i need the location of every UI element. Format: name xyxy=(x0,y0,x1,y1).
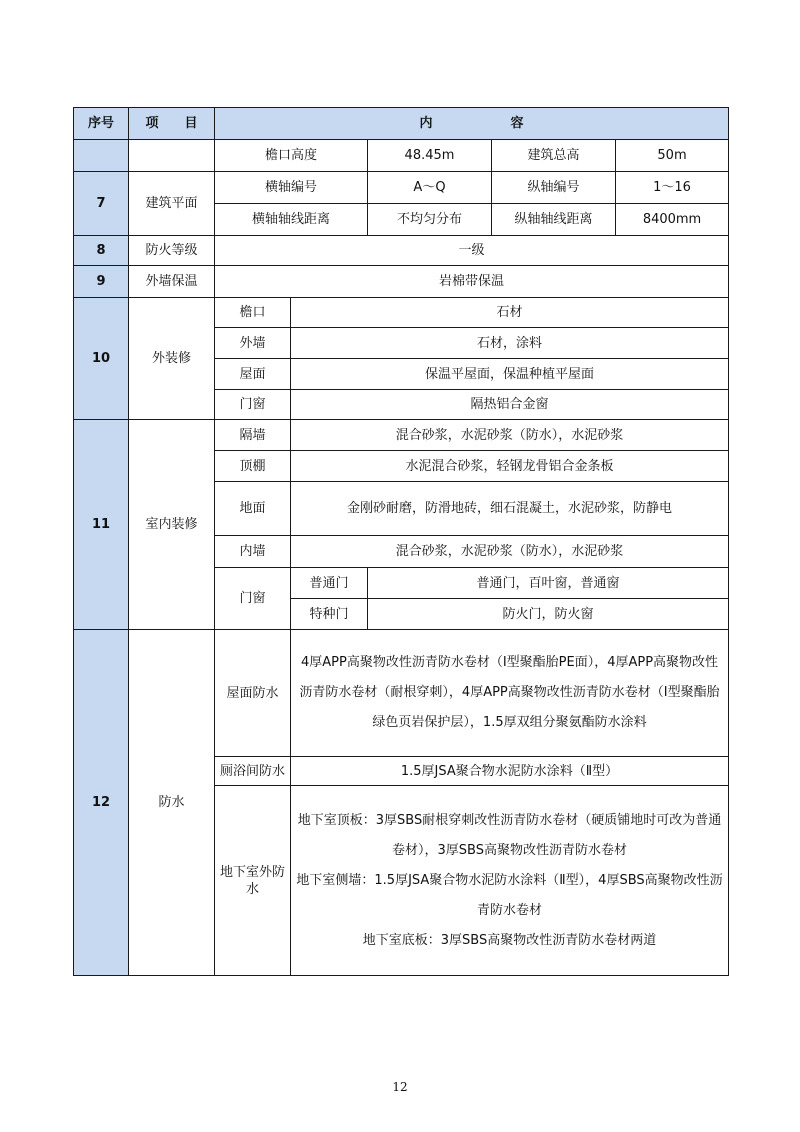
table-row xyxy=(74,140,729,172)
cell-value: 48.45m xyxy=(368,140,492,172)
header-item: 项 目 xyxy=(129,108,215,140)
basement-roof-text: 地下室顶板：3厚SBS耐根穿刺改性沥青防水卷材（硬质铺地时可改为普通卷材），3厚SBS高聚物改性沥青防水卷材 xyxy=(297,812,722,858)
page-number: 12 xyxy=(392,1080,408,1094)
cell-value: 1～16 xyxy=(616,172,729,204)
cell-label: 地下室外防水 xyxy=(215,786,291,976)
cell-value: 普通门，百叶窗，普通窗 xyxy=(368,568,729,599)
item-cell: 外装修 xyxy=(129,298,215,420)
cell-label: 门窗 xyxy=(215,568,291,630)
cell-value: 1.5厚JSA聚合物水泥防水涂料（Ⅱ型） xyxy=(291,757,729,786)
cell-value: 50m xyxy=(616,140,729,172)
table-row xyxy=(74,236,729,266)
item-cell-empty xyxy=(129,140,215,172)
seq-cell-empty xyxy=(74,140,129,172)
cell-value: A～Q xyxy=(368,172,492,204)
cell-label: 内墙 xyxy=(215,536,291,568)
cell-value: 岩棉带保温 xyxy=(215,266,729,298)
table-row xyxy=(74,266,729,298)
cell-value: 石材，涂料 xyxy=(291,328,729,359)
table-header-row xyxy=(74,108,729,140)
table-row xyxy=(74,630,729,757)
cell-value: 一级 xyxy=(215,236,729,266)
cell-value: 8400mm xyxy=(616,204,729,236)
item-cell: 防火等级 xyxy=(129,236,215,266)
cell-label: 门窗 xyxy=(215,390,291,420)
cell-label: 纵轴编号 xyxy=(492,172,616,204)
seq-cell: 10 xyxy=(74,298,129,420)
seq-cell: 8 xyxy=(74,236,129,266)
cell-label: 顶棚 xyxy=(215,451,291,482)
header-seq: 序号 xyxy=(74,108,129,140)
cell-value: 不均匀分布 xyxy=(368,204,492,236)
cell-label: 横轴编号 xyxy=(215,172,368,204)
cell-value xyxy=(291,786,729,976)
cell-value: 混合砂浆，水泥砂浆（防水），水泥砂浆 xyxy=(291,536,729,568)
header-content: 内 容 xyxy=(215,108,729,140)
cell-value: 保温平屋面，保温种植平屋面 xyxy=(291,359,729,390)
cell-label: 屋面防水 xyxy=(215,630,291,757)
seq-cell: 7 xyxy=(74,172,129,236)
seq-cell: 12 xyxy=(74,630,129,976)
seq-cell: 11 xyxy=(74,420,129,630)
cell-label: 地面 xyxy=(215,482,291,536)
cell-value: 石材 xyxy=(291,298,729,328)
cell-value: 水泥混合砂浆，轻钢龙骨铝合金条板 xyxy=(291,451,729,482)
table-row xyxy=(74,298,729,328)
cell-value: 混合砂浆，水泥砂浆（防水），水泥砂浆 xyxy=(291,420,729,451)
cell-type: 特种门 xyxy=(291,599,368,630)
cell-value: 防火门，防火窗 xyxy=(368,599,729,630)
cell-value: 金刚砂耐磨，防滑地砖，细石混凝土，水泥砂浆，防静电 xyxy=(291,482,729,536)
cell-label: 外墙 xyxy=(215,328,291,359)
table-row xyxy=(74,172,729,204)
seq-cell: 9 xyxy=(74,266,129,298)
cell-label: 建筑总高 xyxy=(492,140,616,172)
item-cell: 室内装修 xyxy=(129,420,215,630)
cell-label: 厕浴间防水 xyxy=(215,757,291,786)
cell-value: 隔热铝合金窗 xyxy=(291,390,729,420)
item-cell: 建筑平面 xyxy=(129,172,215,236)
cell-label: 檐口 xyxy=(215,298,291,328)
item-cell: 防水 xyxy=(129,630,215,976)
cell-label: 横轴轴线距离 xyxy=(215,204,368,236)
cell-label: 纵轴轴线距离 xyxy=(492,204,616,236)
building-spec-table xyxy=(73,107,729,976)
basement-wall-text: 地下室侧墙：1.5厚JSA聚合物水泥防水涂料（Ⅱ型），4厚SBS高聚物改性沥青防水卷材 xyxy=(296,872,723,918)
cell-label: 隔墙 xyxy=(215,420,291,451)
basement-floor-text: 地下室底板：3厚SBS高聚物改性沥青防水卷材两道 xyxy=(362,932,657,948)
cell-label: 檐口高度 xyxy=(215,140,368,172)
cell-value: 4厚APP高聚物改性沥青防水卷材（Ⅰ型聚酯胎PE面），4厚APP高聚物改性沥青防水卷材（耐根穿刺），4厚APP高聚物改性沥青防水卷材（Ⅰ型聚酯胎绿色页岩保护层），1.5厚双组分聚氨酯防水涂料 xyxy=(291,630,729,757)
cell-type: 普通门 xyxy=(291,568,368,599)
table-row xyxy=(74,420,729,451)
item-cell: 外墙保温 xyxy=(129,266,215,298)
cell-label: 屋面 xyxy=(215,359,291,390)
